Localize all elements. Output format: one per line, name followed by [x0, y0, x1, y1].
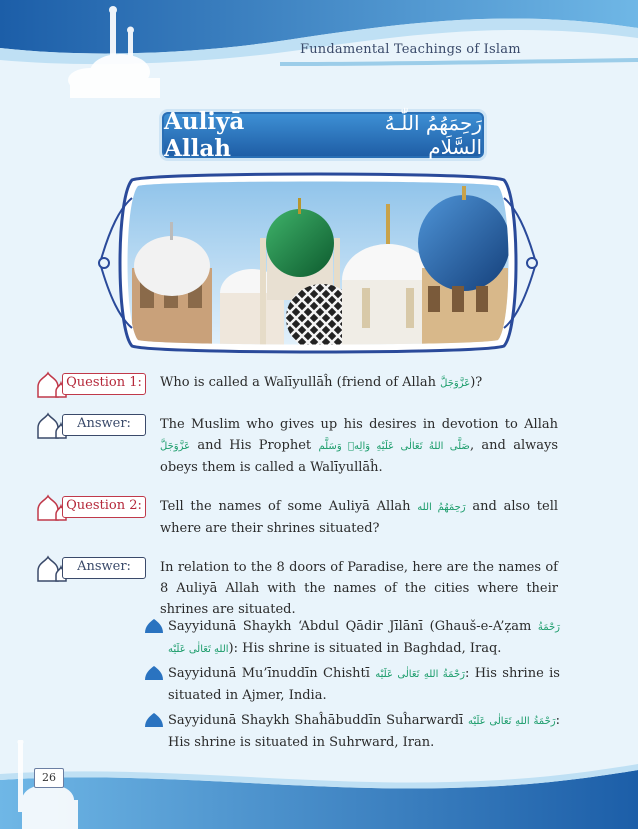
answer-label-text: Answer: [77, 416, 131, 431]
question-1-label [34, 371, 146, 397]
arabic-honorific: رَحْمَةُ اللهِ تَعَالٰى عَلَيْه [467, 716, 556, 727]
shrines-illustration [92, 168, 544, 358]
section-title-arabic: رَحِمَهُمُ اللّٰـهُ السَّلَام [384, 111, 482, 159]
question-label-text: Question 2: [66, 498, 142, 513]
arabic-honorific: عَزَّوَجَلَّ [160, 441, 191, 452]
arabic-honorific: رَحِمَهُمُ الله [417, 502, 466, 513]
arabic-honorific: رَحْمَةُ اللهِ تَعَالٰى عَلَيْه [168, 622, 560, 655]
dome-bullet-icon [144, 712, 164, 728]
bottom-wave-decoration [0, 740, 638, 829]
dome-bullet-icon [144, 618, 164, 634]
answer-1-text: The Muslim who gives up his desires in devotion to Allah عَزَّوَجَلَّ and His Prophet صَلَّى اللهُ تَعَالٰى عَلَيْهِ وَالِهٖ وَسَلَّم, and always obeys them is called a Walīyullāĥ. [160, 417, 558, 475]
arabic-honorific: عَزَّوَجَلَّ [440, 378, 471, 389]
answer-2-text: In relation to the 8 doors of Paradise, here are the names of 8 Auliyā Allah with the names of the cities where their shrines are situated. [160, 560, 558, 617]
shrines-image-frame [92, 168, 544, 358]
answer-1-label [34, 412, 146, 438]
question-2-label [34, 494, 146, 520]
section-title: Auliyā Allah [164, 108, 245, 162]
question-2-text: Tell the names of some Auliyā Allah رَحِمَهُمُ الله and also tell where are their shrines situated? [160, 499, 559, 536]
question-label-text: Question 1: [66, 375, 142, 390]
arabic-honorific: رَحْمَةُ اللهِ تَعَالٰى عَلَيْه [375, 669, 465, 680]
page-number: 26 [34, 768, 64, 788]
page: Fundamental Teachings of Islam Auliyā Allah رَحِمَهُمُ اللّٰـهُ السَّلَام Question 1: Who is called a Walīyullāĥ (friend of Allah عَزَّوَجَلَّ)? Answer: The Muslim who gives up his desires in devotion to Allah عَزَّوَجَلَّ and His Prophet صَلَّى اللهُ تَعَالٰى عَلَيْهِ وَالِهٖ وَسَلَّم, and always obeys them is called a Walīyullāĥ. Question 2: Tell the names of some Auliyā Allah رَحِمَهُمُ الله and also tell where are their shrines situated? Answer: In relation to the 8 doors of Paradise, here are the names of 8 Auliyā Allah with the names of the cities where their shrines are situated. Sayyidunā Shaykh ‘Abdul Qādir Jīlānī (Ghauš-e-A’ẓam رَحْمَةُ اللهِ تَعَالٰى عَلَيْه): His shrine is situated in Baghdad, Iraq. Sayyidunā Mu’īnuddīn Chishtī رَحْمَةُ اللهِ تَعَالٰى عَلَيْه: His shrine is situated in Ajmer, India. Sayyidunā Shaykh Shaĥābuddīn Suĥarwardī رَحْمَةُ اللهِ تَعَالٰى عَلَيْه: His shrine is situated in Suhrward, Iran. 26 [0, 0, 638, 829]
arabic-salutation: صَلَّى اللهُ تَعَالٰى عَلَيْهِ وَالِهٖ وَسَلَّم [318, 441, 470, 452]
answer-label-text: Answer: [77, 559, 131, 574]
answer-2-label [34, 555, 146, 581]
question-1-text: Who is called a Walīyullāĥ (friend of Allah عَزَّوَجَلَّ)? [160, 375, 483, 390]
running-header: Fundamental Teachings of Islam [300, 42, 521, 57]
dome-bullet-icon [144, 665, 164, 681]
section-title-banner [162, 108, 484, 162]
